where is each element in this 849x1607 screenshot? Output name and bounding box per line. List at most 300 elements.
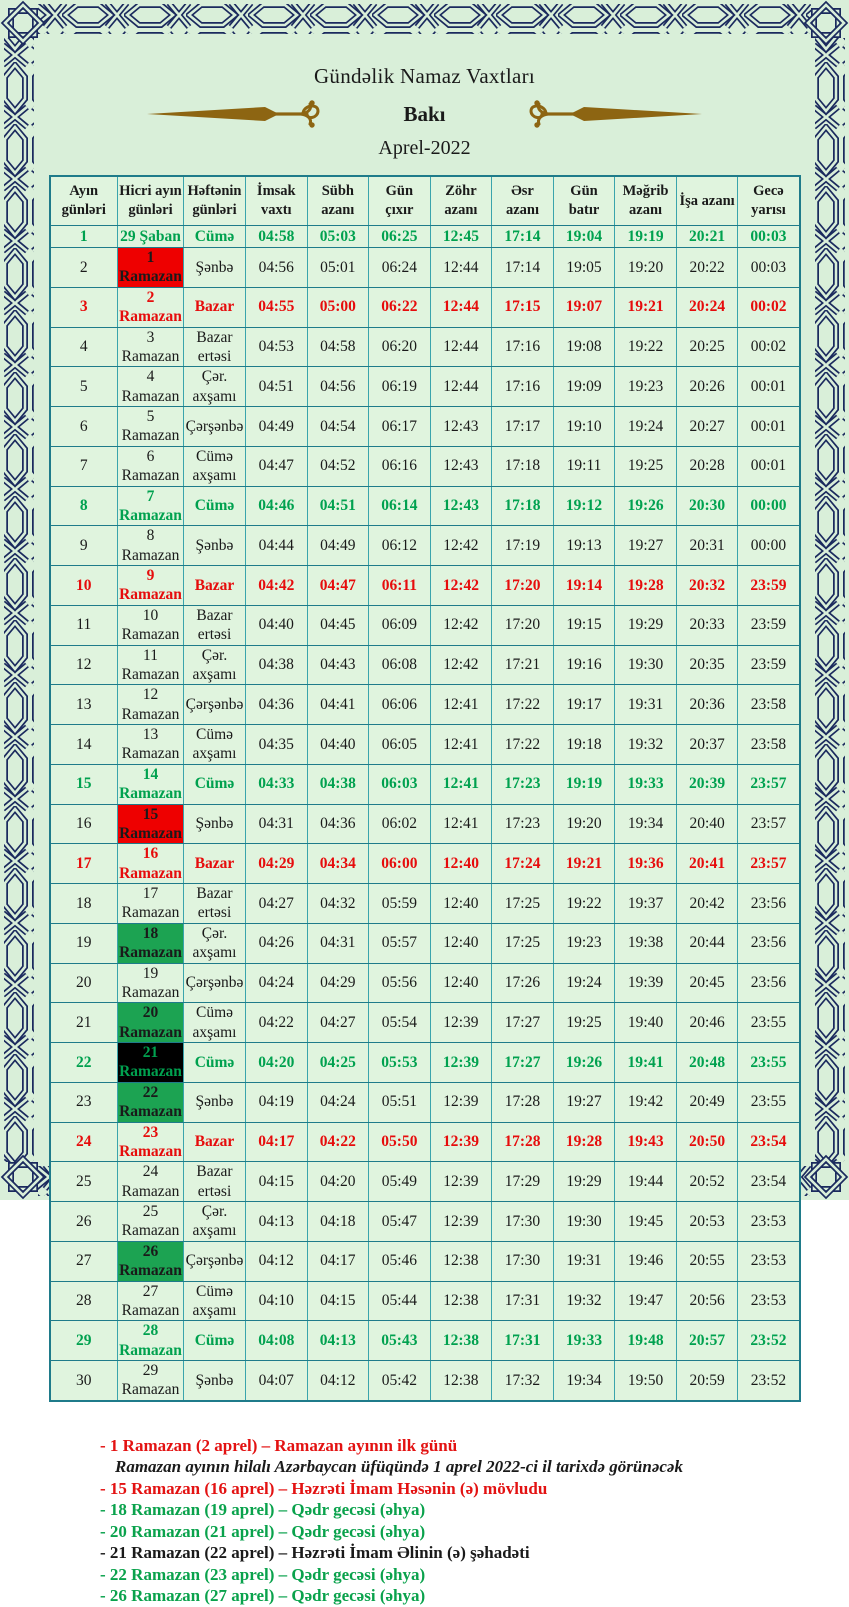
time-cell: 04:07: [246, 1361, 308, 1401]
time-cell: 19:24: [615, 407, 677, 447]
time-cell: 04:42: [246, 566, 308, 606]
table-row-day-16: [50, 804, 800, 844]
day-cell: 7: [50, 446, 118, 486]
time-cell: 19:32: [615, 725, 677, 765]
time-cell: 23:54: [738, 1122, 800, 1162]
hijri-cell: 12 Ramazan: [118, 685, 184, 725]
footnote-4: - 20 Ramazan (21 aprel) – Qədr gecəsi (əhya): [100, 1521, 426, 1541]
hijri-cell: 13 Ramazan: [118, 725, 184, 765]
time-cell: 04:13: [246, 1202, 308, 1242]
time-cell: 19:41: [615, 1043, 677, 1083]
weekday-cell: Bazar ertəsi: [184, 1162, 246, 1202]
time-cell: 20:33: [676, 605, 738, 645]
table-row-day-10: [50, 566, 800, 606]
hijri-cell: 2 Ramazan: [119, 288, 182, 326]
time-cell: 04:54: [307, 407, 369, 447]
time-cell: 19:21: [553, 844, 615, 884]
time-cell: 00:02: [738, 327, 800, 367]
time-cell: 17:14: [492, 248, 554, 288]
time-cell: 19:26: [553, 1043, 615, 1083]
weekday-cell: Cümə axşamı: [184, 1281, 246, 1321]
time-cell: 17:22: [492, 685, 554, 725]
time-cell: 06:22: [369, 287, 431, 327]
table-row-day-20: [50, 963, 800, 1003]
time-cell: 04:25: [307, 1043, 369, 1083]
time-cell: 19:28: [615, 566, 677, 606]
time-cell: 04:53: [246, 327, 308, 367]
time-cell: 20:53: [676, 1202, 738, 1242]
weekday-cell: Çərşənbə: [184, 1241, 246, 1281]
time-cell: 12:41: [430, 804, 492, 844]
page-title: Gündəlik Namaz Vaxtları: [313, 64, 536, 88]
footnote-7: - 26 Ramazan (27 aprel) – Qədr gecəsi (əhya): [100, 1586, 426, 1606]
time-cell: 19:15: [553, 605, 615, 645]
table-row-day-14: [50, 725, 800, 765]
time-cell: 04:56: [307, 367, 369, 407]
weekday-cell: Cümə axşamı: [184, 446, 246, 486]
time-cell: 23:52: [738, 1361, 800, 1401]
time-cell: 06:20: [369, 327, 431, 367]
day-cell: 25: [50, 1162, 118, 1202]
time-cell: 19:11: [553, 446, 615, 486]
hijri-cell: 18 Ramazan: [119, 924, 182, 962]
table-header-row: [50, 176, 800, 226]
weekday-cell: Bazar ertəsi: [184, 605, 246, 645]
time-cell: 04:38: [307, 764, 369, 804]
time-cell: 19:29: [553, 1162, 615, 1202]
time-cell: 19:48: [615, 1321, 677, 1361]
time-cell: 19:34: [553, 1361, 615, 1401]
day-cell: 4: [50, 327, 118, 367]
time-cell: 06:06: [369, 685, 431, 725]
time-cell: 12:44: [430, 248, 492, 288]
time-cell: 19:25: [615, 446, 677, 486]
time-cell: 00:01: [738, 446, 800, 486]
time-cell: 04:41: [307, 685, 369, 725]
time-cell: 04:10: [246, 1281, 308, 1321]
time-cell: 17:18: [492, 486, 554, 526]
time-cell: 23:53: [738, 1241, 800, 1281]
time-cell: 04:27: [246, 884, 308, 924]
time-cell: 17:24: [492, 844, 554, 884]
time-cell: 23:59: [738, 566, 800, 606]
footnote-1: Ramazan ayının hilalı Azərbaycan üfüqündə 1 aprel 2022-ci il tarixdə görünəcək: [115, 1457, 683, 1477]
weekday-cell: Şənbə: [184, 804, 246, 844]
table-row-day-1: [50, 226, 800, 248]
time-cell: 12:40: [430, 884, 492, 924]
time-cell: 19:05: [553, 248, 615, 288]
time-cell: 12:43: [430, 446, 492, 486]
time-cell: 19:32: [553, 1281, 615, 1321]
footnotes: [100, 1435, 811, 1607]
time-cell: 19:09: [553, 367, 615, 407]
table-row-day-13: [50, 685, 800, 725]
time-cell: 05:43: [369, 1321, 431, 1361]
table-row-day-29: [50, 1321, 800, 1361]
time-cell: 20:41: [676, 844, 738, 884]
time-cell: 20:55: [676, 1241, 738, 1281]
day-cell: 24: [50, 1122, 118, 1162]
time-cell: 04:22: [246, 1003, 308, 1043]
time-cell: 17:16: [492, 367, 554, 407]
time-cell: 17:22: [492, 725, 554, 765]
time-cell: 23:56: [738, 963, 800, 1003]
time-cell: 04:47: [307, 566, 369, 606]
time-cell: 20:50: [676, 1122, 738, 1162]
hijri-cell: 5 Ramazan: [118, 407, 184, 447]
time-cell: 05:49: [369, 1162, 431, 1202]
time-cell: 17:18: [492, 446, 554, 486]
time-cell: 19:33: [553, 1321, 615, 1361]
time-cell: 19:26: [615, 486, 677, 526]
time-cell: 00:01: [738, 407, 800, 447]
weekday-cell: Çər. axşamı: [184, 645, 246, 685]
time-cell: 12:38: [430, 1281, 492, 1321]
time-cell: 19:19: [615, 226, 677, 248]
footnote-6: - 22 Ramazan (23 aprel) – Qədr gecəsi (əhya): [100, 1564, 426, 1584]
time-cell: 12:41: [430, 764, 492, 804]
time-cell: 20:39: [676, 764, 738, 804]
time-cell: 04:24: [307, 1082, 369, 1122]
hijri-cell: 1 Ramazan: [119, 249, 182, 286]
table-row-day-22: [50, 1043, 800, 1083]
time-cell: 17:16: [492, 327, 554, 367]
time-cell: 04:22: [307, 1122, 369, 1162]
day-cell: 1: [50, 226, 118, 248]
day-cell: 15: [50, 764, 118, 804]
time-cell: 20:42: [676, 884, 738, 924]
time-cell: 04:58: [307, 327, 369, 367]
time-cell: 06:09: [369, 605, 431, 645]
hijri-cell: 25 Ramazan: [118, 1202, 184, 1242]
table-row-day-21: [50, 1003, 800, 1043]
time-cell: 23:55: [738, 1043, 800, 1083]
weekday-cell: Şənbə: [184, 526, 246, 566]
time-cell: 12:40: [430, 844, 492, 884]
time-cell: 23:55: [738, 1082, 800, 1122]
time-cell: 06:00: [369, 844, 431, 884]
time-cell: 19:50: [615, 1361, 677, 1401]
time-cell: 06:17: [369, 407, 431, 447]
time-cell: 17:23: [492, 764, 554, 804]
time-cell: 19:37: [615, 884, 677, 924]
time-cell: 04:44: [246, 526, 308, 566]
time-cell: 05:56: [369, 963, 431, 1003]
day-cell: 6: [50, 407, 118, 447]
time-cell: 06:02: [369, 804, 431, 844]
time-cell: 17:30: [492, 1202, 554, 1242]
time-cell: 20:37: [676, 725, 738, 765]
time-cell: 20:59: [676, 1361, 738, 1401]
table-row-day-6: [50, 407, 800, 447]
column-header-0: Ayın günləri: [50, 176, 118, 226]
time-cell: 05:47: [369, 1202, 431, 1242]
time-cell: 20:24: [676, 287, 738, 327]
day-cell: 13: [50, 685, 118, 725]
hijri-cell: 17 Ramazan: [118, 884, 184, 924]
weekday-cell: Şənbə: [184, 1082, 246, 1122]
border-knot-left: [0, 0, 38, 1200]
time-cell: 17:28: [492, 1082, 554, 1122]
time-cell: 04:55: [246, 287, 308, 327]
time-cell: 23:53: [738, 1202, 800, 1242]
time-cell: 19:36: [615, 844, 677, 884]
day-cell: 16: [50, 804, 118, 844]
time-cell: 20:22: [676, 248, 738, 288]
time-cell: 04:56: [246, 248, 308, 288]
day-cell: 9: [50, 526, 118, 566]
time-cell: 19:34: [615, 804, 677, 844]
time-cell: 19:17: [553, 685, 615, 725]
time-cell: 06:08: [369, 645, 431, 685]
day-cell: 29: [50, 1321, 118, 1361]
time-cell: 06:24: [369, 248, 431, 288]
time-cell: 05:44: [369, 1281, 431, 1321]
time-cell: 06:25: [369, 226, 431, 248]
time-cell: 19:22: [553, 884, 615, 924]
weekday-cell: Bazar: [184, 844, 246, 884]
day-cell: 14: [50, 725, 118, 765]
time-cell: 12:44: [430, 287, 492, 327]
time-cell: 12:39: [430, 1202, 492, 1242]
hijri-cell: 7 Ramazan: [119, 487, 182, 524]
time-cell: 23:59: [738, 645, 800, 685]
weekday-cell: Cümə: [184, 1321, 246, 1361]
time-cell: 05:00: [307, 287, 369, 327]
time-cell: 19:33: [615, 764, 677, 804]
time-cell: 17:25: [492, 923, 554, 963]
time-cell: 12:39: [430, 1043, 492, 1083]
time-cell: 17:29: [492, 1162, 554, 1202]
time-cell: 20:48: [676, 1043, 738, 1083]
column-header-2: Həftənin günləri: [184, 176, 246, 226]
time-cell: 19:10: [553, 407, 615, 447]
weekday-cell: Cümə: [184, 1043, 246, 1083]
time-cell: 05:59: [369, 884, 431, 924]
time-cell: 19:45: [615, 1202, 677, 1242]
time-cell: 04:12: [246, 1241, 308, 1281]
time-cell: 04:52: [307, 446, 369, 486]
time-cell: 19:39: [615, 963, 677, 1003]
time-cell: 04:29: [246, 844, 308, 884]
time-cell: 05:54: [369, 1003, 431, 1043]
time-cell: 20:52: [676, 1162, 738, 1202]
time-cell: 19:20: [615, 248, 677, 288]
hijri-cell: 15 Ramazan: [119, 805, 182, 842]
column-header-7: Əsr azanı: [492, 176, 554, 226]
time-cell: 12:43: [430, 486, 492, 526]
time-cell: 20:28: [676, 446, 738, 486]
content-area: [38, 38, 811, 1606]
time-cell: 23:53: [738, 1281, 800, 1321]
time-cell: 19:30: [615, 645, 677, 685]
weekday-cell: Şənbə: [184, 248, 246, 288]
time-cell: 17:31: [492, 1281, 554, 1321]
time-cell: 23:57: [738, 804, 800, 844]
table-row-day-23: [50, 1082, 800, 1122]
time-cell: 19:23: [615, 367, 677, 407]
day-cell: 8: [50, 486, 118, 526]
time-cell: 19:23: [553, 923, 615, 963]
weekday-cell: Çərşənbə: [184, 407, 246, 447]
table-row-day-3: [50, 287, 800, 327]
time-cell: 12:41: [430, 685, 492, 725]
day-cell: 10: [50, 566, 118, 606]
time-cell: 04:45: [307, 605, 369, 645]
table-row-day-28: [50, 1281, 800, 1321]
time-cell: 12:42: [430, 645, 492, 685]
hijri-cell: 4 Ramazan: [118, 367, 184, 407]
time-cell: 12:42: [430, 566, 492, 606]
time-cell: 04:17: [246, 1122, 308, 1162]
hijri-cell: 14 Ramazan: [119, 765, 182, 803]
time-cell: 04:33: [246, 764, 308, 804]
time-cell: 19:20: [553, 804, 615, 844]
time-cell: 20:30: [676, 486, 738, 526]
time-cell: 04:19: [246, 1082, 308, 1122]
time-cell: 23:57: [738, 844, 800, 884]
time-cell: 04:18: [307, 1202, 369, 1242]
time-cell: 04:49: [246, 407, 308, 447]
time-cell: 04:13: [307, 1321, 369, 1361]
time-cell: 04:27: [307, 1003, 369, 1043]
table-row-day-4: [50, 327, 800, 367]
time-cell: 19:28: [553, 1122, 615, 1162]
time-cell: 04:26: [246, 923, 308, 963]
time-cell: 19:21: [615, 287, 677, 327]
time-cell: 19:29: [615, 605, 677, 645]
weekday-cell: Çər. axşamı: [184, 923, 246, 963]
time-cell: 06:11: [369, 566, 431, 606]
time-cell: 17:19: [492, 526, 554, 566]
hijri-cell: 21 Ramazan: [119, 1044, 182, 1081]
time-cell: 17:14: [492, 226, 554, 248]
table-row-day-7: [50, 446, 800, 486]
footnote-0: - 1 Ramazan (2 aprel) – Ramazan ayının ilk günü: [100, 1435, 458, 1455]
prayer-times-table: [49, 175, 801, 1402]
time-cell: 19:31: [553, 1241, 615, 1281]
time-cell: 04:36: [307, 804, 369, 844]
time-cell: 19:27: [553, 1082, 615, 1122]
weekday-cell: Çər. axşamı: [184, 367, 246, 407]
time-cell: 00:01: [738, 367, 800, 407]
time-cell: 20:26: [676, 367, 738, 407]
time-cell: 04:31: [246, 804, 308, 844]
time-cell: 12:42: [430, 605, 492, 645]
time-cell: 04:15: [307, 1281, 369, 1321]
time-cell: 20:44: [676, 923, 738, 963]
hijri-cell: 28 Ramazan: [119, 1322, 182, 1359]
day-cell: 20: [50, 963, 118, 1003]
day-cell: 2: [50, 248, 118, 288]
column-header-6: Zöhr azanı: [430, 176, 492, 226]
time-cell: 04:35: [246, 725, 308, 765]
time-cell: 12:38: [430, 1321, 492, 1361]
footnote-3: - 18 Ramazan (19 aprel) – Qədr gecəsi (əhya): [100, 1500, 426, 1520]
time-cell: 04:40: [307, 725, 369, 765]
time-cell: 12:38: [430, 1241, 492, 1281]
time-cell: 12:43: [430, 407, 492, 447]
weekday-cell: Bazar: [184, 287, 246, 327]
time-cell: 04:32: [307, 884, 369, 924]
time-cell: 23:55: [738, 1003, 800, 1043]
time-cell: 19:46: [615, 1241, 677, 1281]
hijri-cell: 23 Ramazan: [119, 1123, 182, 1160]
hijri-cell: 3 Ramazan: [118, 327, 184, 367]
weekday-cell: Cümə axşamı: [184, 725, 246, 765]
hijri-cell: 10 Ramazan: [118, 605, 184, 645]
weekday-cell: Çərşənbə: [184, 963, 246, 1003]
time-cell: 12:39: [430, 1122, 492, 1162]
time-cell: 06:03: [369, 764, 431, 804]
hijri-cell: 8 Ramazan: [118, 526, 184, 566]
time-cell: 17:31: [492, 1321, 554, 1361]
time-cell: 19:16: [553, 645, 615, 685]
time-cell: 19:30: [553, 1202, 615, 1242]
time-cell: 00:00: [738, 486, 800, 526]
hijri-cell: 22 Ramazan: [119, 1083, 182, 1121]
weekday-cell: Cümə: [184, 486, 246, 526]
hijri-cell: 27 Ramazan: [118, 1281, 184, 1321]
time-cell: 19:25: [553, 1003, 615, 1043]
column-header-10: İşa azanı: [676, 176, 738, 226]
time-cell: 17:20: [492, 605, 554, 645]
time-cell: 19:08: [553, 327, 615, 367]
time-cell: 04:36: [246, 685, 308, 725]
time-cell: 05:57: [369, 923, 431, 963]
time-cell: 00:03: [738, 248, 800, 288]
time-cell: 19:31: [615, 685, 677, 725]
weekday-cell: Çərşənbə: [184, 685, 246, 725]
month-title: Aprel-2022: [378, 137, 471, 159]
time-cell: 19:42: [615, 1082, 677, 1122]
time-cell: 12:39: [430, 1003, 492, 1043]
day-cell: 5: [50, 367, 118, 407]
time-cell: 04:43: [307, 645, 369, 685]
time-cell: 12:44: [430, 327, 492, 367]
column-header-11: Gecə yarısı: [738, 176, 800, 226]
time-cell: 12:40: [430, 923, 492, 963]
time-cell: 23:57: [738, 764, 800, 804]
hijri-cell: 19 Ramazan: [118, 963, 184, 1003]
weekday-cell: Cümə axşamı: [184, 1003, 246, 1043]
time-cell: 12:39: [430, 1082, 492, 1122]
time-cell: 05:01: [307, 248, 369, 288]
time-cell: 20:36: [676, 685, 738, 725]
time-cell: 12:38: [430, 1361, 492, 1401]
time-cell: 04:20: [246, 1043, 308, 1083]
hijri-cell: 29 Ramazan: [118, 1361, 184, 1401]
time-cell: 19:18: [553, 725, 615, 765]
weekday-cell: Cümə: [184, 764, 246, 804]
time-cell: 20:25: [676, 327, 738, 367]
time-cell: 05:53: [369, 1043, 431, 1083]
time-cell: 19:44: [615, 1162, 677, 1202]
time-cell: 17:21: [492, 645, 554, 685]
time-cell: 04:51: [246, 367, 308, 407]
weekday-cell: Bazar ertəsi: [184, 327, 246, 367]
footnote-2: - 15 Ramazan (16 aprel) – Həzrəti İmam Həsənin (ə) mövludu: [100, 1478, 548, 1498]
column-header-8: Gün batır: [553, 176, 615, 226]
time-cell: 20:27: [676, 407, 738, 447]
time-cell: 12:39: [430, 1162, 492, 1202]
column-header-1: Hicri ayın günləri: [118, 176, 184, 226]
hijri-cell: 16 Ramazan: [119, 845, 182, 882]
time-cell: 17:23: [492, 804, 554, 844]
border-knot-right: [811, 0, 849, 1200]
table-row-day-18: [50, 884, 800, 924]
column-header-5: Gün çıxır: [369, 176, 431, 226]
